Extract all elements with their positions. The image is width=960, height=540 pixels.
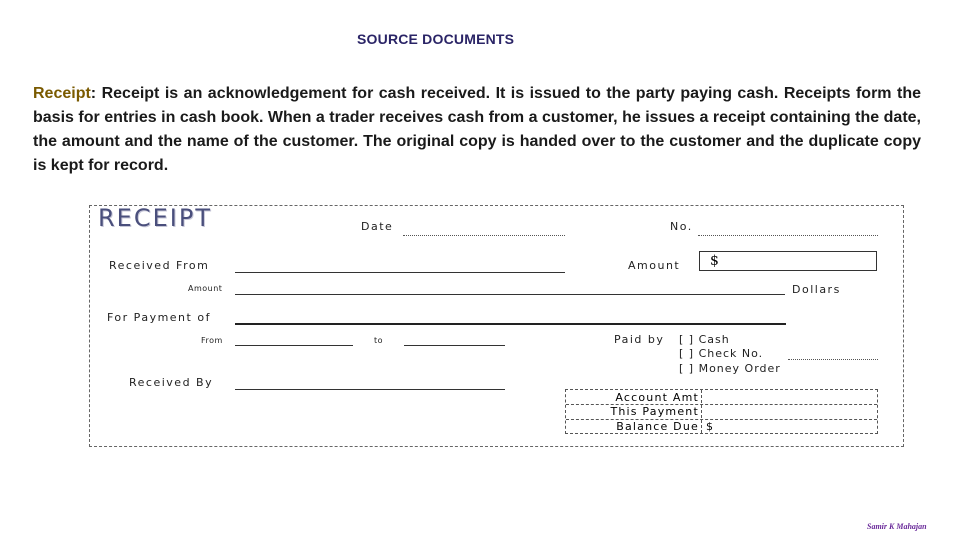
payment-summary-table	[565, 389, 878, 434]
summary-row	[566, 391, 877, 405]
receipt-form	[89, 205, 904, 447]
summary-label: Balance Due	[616, 420, 699, 433]
received-by-field[interactable]	[235, 389, 505, 390]
date-label: Date	[361, 220, 394, 233]
to-field[interactable]	[404, 345, 505, 346]
summary-row	[566, 405, 877, 419]
amount-label: Amount	[628, 259, 681, 272]
for-payment-field[interactable]	[235, 323, 786, 325]
amount-words-field[interactable]	[235, 294, 785, 295]
paid-option-cash[interactable]: [ ] Cash	[679, 333, 730, 346]
summary-label: This Payment	[610, 405, 699, 418]
author-footer: Samir K Mahajan	[867, 522, 927, 531]
description-text: : Receipt is an acknowledgement for cash received. It is issued to the party paying cash. Receipts form the basis for entries in cash book. When a trader receives cash from a customer, he issues a receipt containing the date, the amount and the name of the customer. The original copy is handed over to the customer and the duplicate copy is kept for record.	[33, 85, 921, 174]
slide-title: SOURCE DOCUMENTS	[357, 31, 515, 47]
from-field[interactable]	[235, 345, 353, 346]
summary-label: Account Amt	[615, 391, 699, 404]
date-field[interactable]	[403, 235, 565, 236]
check-number-field[interactable]	[788, 359, 878, 360]
summary-value[interactable]: $	[706, 420, 713, 433]
summary-row	[566, 420, 877, 434]
number-field[interactable]	[698, 235, 878, 236]
received-by-label: Received By	[129, 376, 214, 389]
amount-words-label: Amount	[188, 284, 223, 293]
amount-box[interactable]	[699, 251, 877, 271]
to-label: to	[374, 336, 384, 345]
dollars-label: Dollars	[792, 283, 841, 296]
paid-option-money-order[interactable]: [ ] Money Order	[679, 362, 781, 375]
receipt-description	[33, 82, 921, 178]
receipt-title: RECEIPT	[98, 204, 212, 232]
number-label: No.	[670, 220, 693, 233]
for-payment-label: For Payment of	[107, 311, 211, 324]
term-receipt: Receipt	[33, 85, 91, 102]
received-from-field[interactable]	[235, 272, 565, 273]
amount-currency: $	[710, 253, 719, 269]
paid-by-label: Paid by	[614, 333, 665, 346]
from-label: From	[201, 336, 223, 345]
paid-option-check[interactable]: [ ] Check No.	[679, 347, 764, 360]
received-from-label: Received From	[109, 259, 210, 272]
